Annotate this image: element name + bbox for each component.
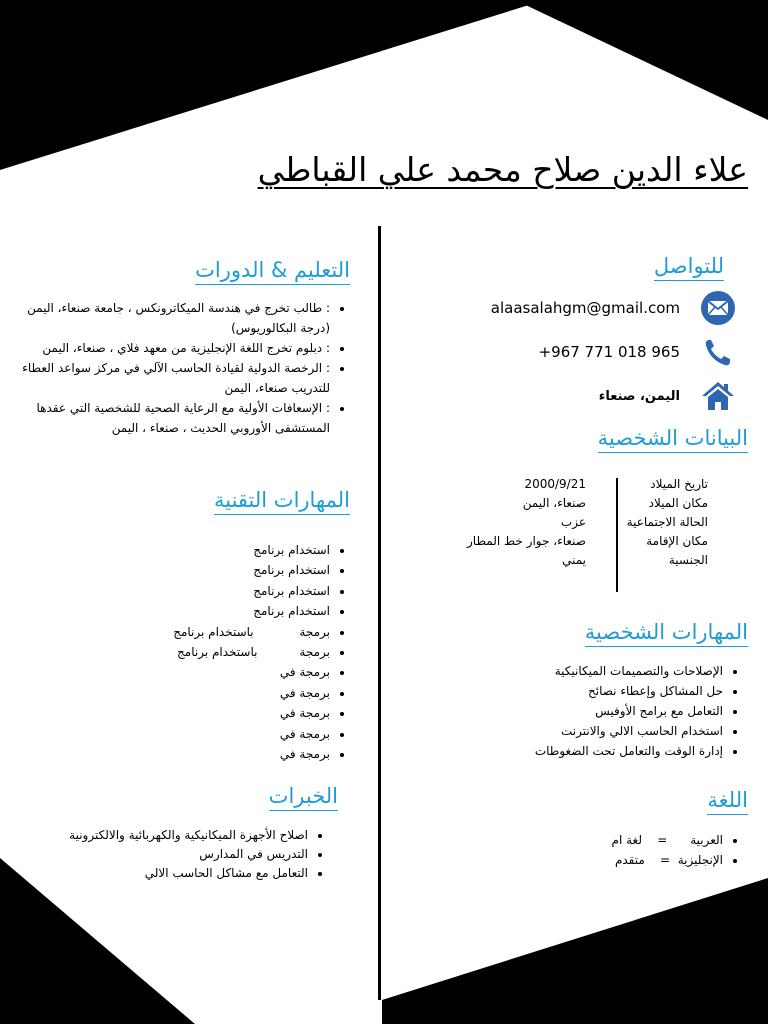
experience-list [8,826,328,883]
personal-info-values [444,475,586,570]
phone-icon [700,334,736,370]
list-item: • حل المشاكل وإعطاء نصائح [463,681,723,701]
list-item: • : طالب تخرج في هندسة الميكاترونكس ، جامعة صنعاء، اليمن (درجة البكالوريوس) [0,298,330,338]
top-right-shape [515,0,768,120]
list-item: • التعامل مع برامج الأوفيس [463,701,723,721]
address-text: اليمن، صنعاء [598,388,680,404]
language-list [523,830,743,870]
list-item: • العربية = لغة ام [523,830,723,850]
label-nationality: الجنسية [668,553,708,567]
list-item: • : دبلوم تخرج اللغة الإنجليزية من معهد فلاي ، صنعاء، اليمن [0,338,330,358]
info-divider [616,478,618,592]
list-item: • برمجة في [130,662,330,682]
list-item: • استخدام الحاسب الالي والانترنت [463,721,723,741]
experience-heading: الخبرات [269,784,338,811]
list-item: • : الإسعافات الأولية مع الرعاية الصحية للشخصية التي عقدها المستشفى الأوروبي الحديث ، صنعاء ، اليمن [0,398,330,438]
personal-skills-list [463,661,743,761]
list-item: • اصلاح الأجهزة الميكانيكية والكهربائية والالكترونية [8,826,308,845]
list-item: • إدارة الوقت والتعامل تحت الضغوطات [463,741,723,761]
phone-text[interactable]: +967 771 018 965 [538,343,680,361]
personal-info-heading: البيانات الشخصية [598,426,748,453]
list-item: • برمجة باستخدام برنامج [130,642,330,662]
value-birth-place: صنعاء، اليمن [522,496,586,510]
value-residence: صنعاء، جوار خط المطار [467,534,586,548]
label-marital-status: الحالة الاجتماعية [626,515,708,529]
list-item: • برمجة في [130,683,330,703]
education-heading: التعليم & الدورات [195,258,350,285]
label-birth-date: تاريخ الميلاد [650,477,708,491]
contact-phone-row [476,335,736,369]
list-item: • : الرخصة الدولية لقيادة الحاسب الآلي في مركز سواعد العطاء للتدريب صنعاء، اليمن [0,358,330,398]
list-item: • التعامل مع مشاكل الحاسب الالي [8,864,308,883]
column-divider [378,226,381,1000]
contact-heading: للتواصل [654,254,724,281]
language-heading: اللغة [707,788,748,815]
contact-email-row [476,291,736,325]
value-nationality: يمني [562,553,586,567]
tech-skills-heading: المهارات التقنية [214,488,350,515]
list-item: • استخدام برنامج [130,540,330,560]
tech-skills-list [130,540,350,764]
list-item: • الإصلاحات والتصميمات الميكانيكية [463,661,723,681]
home-icon [700,378,736,414]
value-birth-date: 2000/9/21 [524,477,586,491]
top-left-shape [0,0,545,170]
list-item: • استخدام برنامج [130,581,330,601]
personal-skills-heading: المهارات الشخصية [585,620,748,647]
list-item: • برمجة في [130,724,330,744]
value-marital-status: عزب [560,515,586,529]
bottom-right-shape [382,878,768,1024]
list-item: • برمجة في [130,703,330,723]
envelope-icon [700,290,736,326]
label-birth-place: مكان الميلاد [648,496,708,510]
candidate-name: علاء الدين صلاح محمد علي القباطي [257,150,748,189]
list-item: • التدريس في المدارس [8,845,308,864]
list-item: • الإنجليزية = متقدم [523,850,723,870]
list-item: • برمجة باستخدام برنامج [130,622,330,642]
education-list [0,298,350,438]
list-item: • برمجة في [130,744,330,764]
email-text[interactable]: alaasalahgm@gmail.com [490,299,680,317]
contact-address-row [476,379,736,413]
list-item: • استخدام برنامج [130,601,330,621]
list-item: • استخدام برنامج [130,560,330,580]
personal-info-labels [627,475,708,570]
label-residence: مكان الإقامة [646,534,708,548]
